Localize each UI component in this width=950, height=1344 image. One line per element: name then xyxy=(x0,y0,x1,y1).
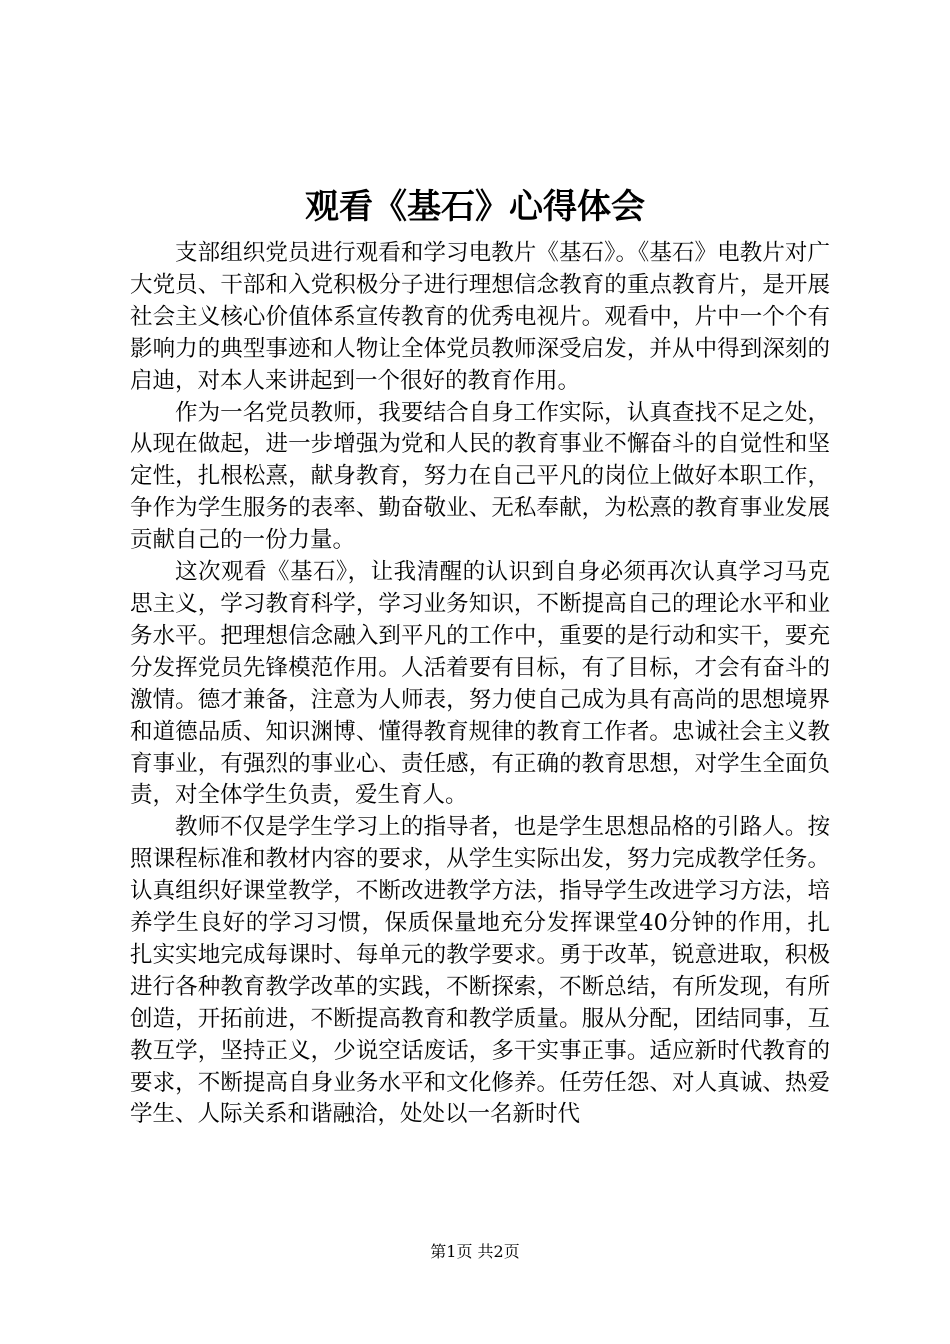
paragraph-1: 支部组织党员进行观看和学习电教片《基石》。《基石》电教片对广大党员、干部和入党积极分子进行理想信念教育的重点教育片，是开展社会主义核心价值体系宣传教育的优秀电视片。观看中，片中一个个有影响力的典型事迹和人物让全体党员教师深受启发，并从中得到深刻的启迪，对本人来讲起到一个很好的教育作用。 xyxy=(130,240,830,394)
paragraph-3: 这次观看《基石》，让我清醒的认识到自身必须再次认真学习马克思主义，学习教育科学，学习业务知识，不断提高自己的理论水平和业务水平。把理想信念融入到平凡的工作中，重要的是行动和实干，要充分发挥党员先锋模范作用。人活着要有目标，有了目标，才会有奋斗的激情。德才兼备，注意为人师表，努力使自己成为具有高尚的思想境界和道德品质、知识渊博、懂得教育规律的教育工作者。忠诚社会主义教育事业，有强烈的事业心、责任感，有正确的教育思想，对学生全面负责，对全体学生负责，爱生育人。 xyxy=(130,559,830,809)
paragraph-2: 作为一名党员教师，我要结合自身工作实际，认真查找不足之处，从现在做起，进一步增强为党和人民的教育事业不懈奋斗的自觉性和坚定性，扎根松熹，献身教育，努力在自己平凡的岗位上做好本职工作，争作为学生服务的表率、勤奋敬业、无私奉献，为松熹的教育事业发展贡献自己的一份力量。 xyxy=(130,399,830,554)
document-body xyxy=(130,238,830,1131)
document-title: 观看《基石》心得体会 xyxy=(305,187,645,227)
page-footer: 第1页 共2页 xyxy=(430,1242,520,1261)
paragraph-4: 教师不仅是学生学习上的指导者，也是学生思想品格的引路人。按照课程标准和教材内容的要求，从学生实际出发，努力完成教学任务。认真组织好课堂教学，不断改进教学方法，指导学生改进学习方法，培养学生良好的学习习惯，保质保量地充分发挥课堂40分钟的作用，扎扎实实地完成每课时、每单元的教学要求。勇于改革，锐意进取，积极进行各种教育教学改革的实践，不断探索，不断总结，有所发现，有所创造，开拓前进，不断提高教育和教学质量。服从分配，团结同事，互教互学，坚持正义，少说空话废话，多干实事正事。适应新时代教育的要求，不断提高自身业务水平和文化修养。任劳任怨、对人真诚、热爱学生、人际关系和谐融洽，处处以一名新时代 xyxy=(130,814,830,1128)
